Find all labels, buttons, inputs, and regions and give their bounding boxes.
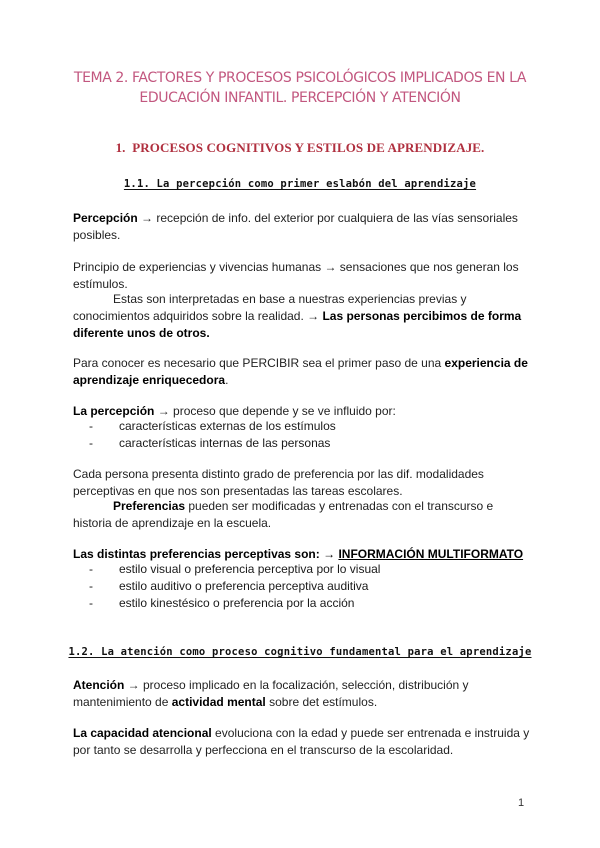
paragraph-interpretadas: Estas son interpretadas en base a nuestras experiencias previas y conocimientos adquiridos sobre la realidad. → Las personas percibimos de forma diferente unos de otros. (73, 292, 522, 340)
title-line-2: EDUCACIÓN INFANTIL. PERCEPCIÓN Y ATENCIÓN (139, 90, 461, 106)
document-title (60, 68, 540, 108)
paragraph-la-percepcion: La percepción → proceso que depende y se ve influido por: (73, 404, 396, 418)
list-item: - estilo visual o preferencia perceptiva por lo visual (89, 562, 381, 576)
paragraph-percibir: Para conocer es necesario que PERCIBIR sea el primer paso de una experiencia de aprendizaje enriquecedora. (73, 356, 528, 387)
paragraph-distintas-preferencias: Las distintas preferencias perceptivas son: → INFORMACIÓN MULTIFORMATO (73, 547, 524, 561)
paragraph-principio: Principio de experiencias y vivencias humanas → sensaciones que nos generan los estímulos. (73, 260, 519, 291)
list-item: - características internas de las personas (89, 436, 331, 450)
list-influences (89, 418, 529, 452)
paragraph-cada-persona: Cada persona presenta distinto grado de preferencia por las dif. modalidades perceptivas en que nos son presentadas las tareas escolares. (73, 467, 484, 498)
paragraph-preferencias: Preferencias pueden ser modificadas y entrenadas con el transcurso e historia de aprendizaje en la escuela. (73, 499, 494, 530)
paragraph-capacidad-atencional: La capacidad atencional evoluciona con la edad y puede ser entrenada e instruida y por tanto se desarrolla y perfecciona en el transcurso de la escolaridad. (73, 726, 530, 757)
subheading-perception: 1.1. La percepción como primer eslabón del aprendizaje (123, 178, 477, 190)
list-item: - estilo kinestésico o preferencia por la acción (89, 596, 355, 610)
paragraph-atencion: Atención → proceso implicado en la focalización, selección, distribución y mantenimiento de actividad mental sobre det estímulos. (73, 678, 469, 709)
section-number: 1. (115, 140, 126, 155)
page-number: 1 (518, 797, 525, 809)
section-heading-text: PROCESOS COGNITIVOS Y ESTILOS DE APRENDIZAJE. (132, 140, 485, 155)
section-heading (0, 140, 600, 156)
list-styles (89, 561, 529, 612)
subheading-attention: 1.2. La atención como proceso cognitivo fundamental para el aprendizaje (68, 646, 532, 658)
list-item: - características externas de los estímulos (89, 419, 336, 433)
title-line-1: TEMA 2. FACTORES Y PROCESOS PSICOLÓGICOS IMPLICADOS EN LA (73, 70, 527, 86)
paragraph-percepcion: Percepción → recepción de info. del exterior por cualquiera de las vías sensoriales posibles. (73, 211, 518, 242)
list-item: - estilo auditivo o preferencia perceptiva auditiva (89, 579, 369, 593)
